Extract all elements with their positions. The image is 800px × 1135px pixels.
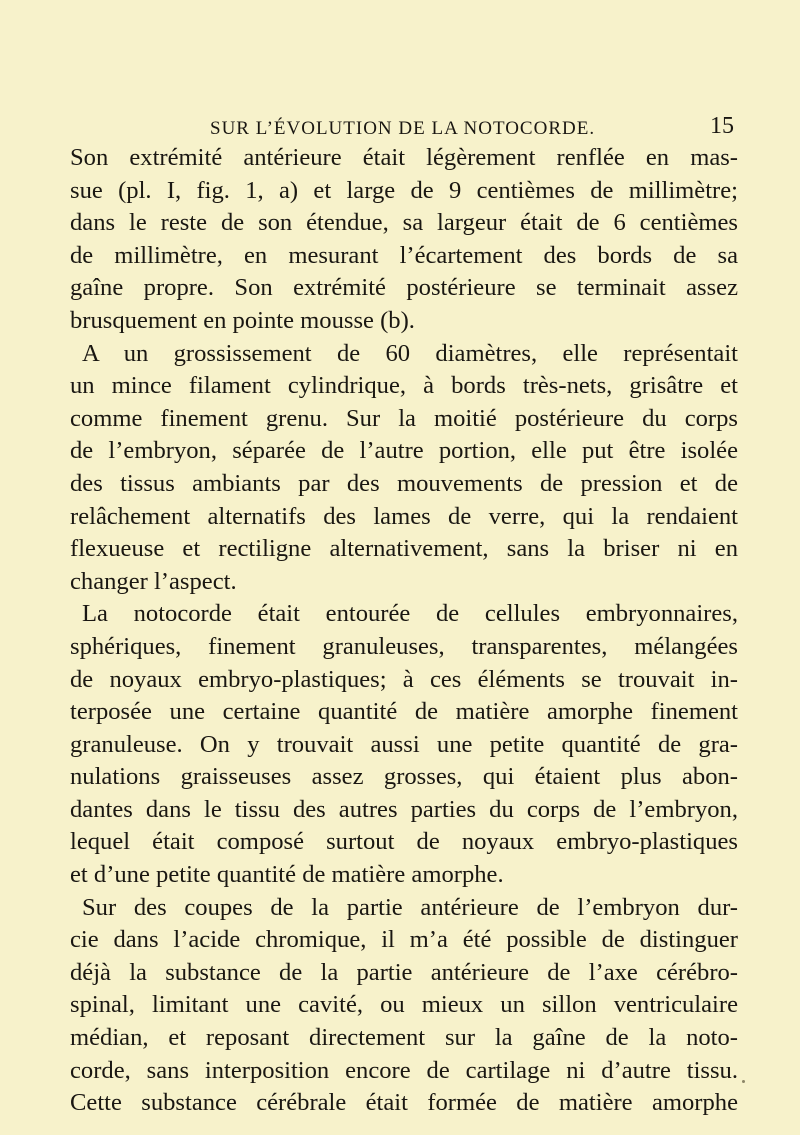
text-line: déjà la substance de la partie antérieure de l’axe cérébro-: [70, 958, 738, 986]
text-line: relâchement alternatifs des lames de verre, qui la rendaient: [70, 502, 738, 530]
text-line: cie dans l’acide chromique, il m’a été possible de distinguer: [70, 926, 738, 954]
text-line: dans le reste de son étendue, sa largeur était de 6 centièmes: [70, 209, 738, 237]
text-line: granuleuse. On y trouvait aussi une petite quantité de gra-: [70, 730, 738, 758]
text-line: de millimètre, en mesurant l’écartement des bords de sa: [70, 241, 738, 269]
paper-speck: [742, 1080, 745, 1083]
text-line: de noyaux embryo-plastiques; à ces éléments se trouvait in-: [70, 665, 738, 693]
text-line: spinal, limitant une cavité, ou mieux un sillon ventriculaire: [70, 991, 738, 1019]
text-line: nulations graisseuses assez grosses, qui étaient plus abon-: [70, 763, 738, 791]
page-number: 15: [710, 113, 734, 139]
text-line: un mince filament cylindrique, à bords très-nets, grisâtre et: [70, 372, 738, 400]
text-line: corde, sans interposition encore de cartilage ni d’autre tissu.: [70, 1056, 738, 1084]
text-line: changer l’aspect.: [70, 567, 237, 595]
text-line: flexueuse et rectiligne alternativement, sans la briser ni en: [70, 535, 738, 563]
text-line: gaîne propre. Son extrémité postérieure se terminait assez: [70, 274, 738, 302]
body-text: [70, 142, 738, 1120]
text-line: lequel était composé surtout de noyaux embryo-plastiques: [70, 828, 738, 856]
text-line: et d’une petite quantité de matière amorphe.: [70, 861, 504, 889]
text-line: brusquement en pointe mousse (b).: [70, 306, 415, 334]
text-line: de l’embryon, séparée de l’autre portion, elle put être isolée: [70, 437, 738, 465]
text-line: comme finement grenu. Sur la moitié postérieure du corps: [70, 404, 738, 432]
text-line: des tissus ambiants par des mouvements de pression et de: [70, 469, 738, 497]
text-line: dantes dans le tissu des autres parties du corps de l’embryon,: [70, 795, 738, 823]
text-line: sue (pl. I, fig. 1, a) et large de 9 centièmes de millimètre;: [70, 176, 738, 204]
text-line: Son extrémité antérieure était légèrement renflée en mas-: [70, 144, 738, 171]
text-line: terposée une certaine quantité de matière amorphe finement: [70, 698, 738, 726]
running-title: SUR L’ÉVOLUTION DE LA NOTOCORDE.: [210, 118, 596, 139]
text-line: La notocorde était entourée de cellules embryonnaires,: [82, 600, 738, 628]
text-line: sphériques, finement granuleuses, transparentes, mélangées: [70, 632, 738, 660]
text-line: Cette substance cérébrale était formée de matière amorphe: [70, 1089, 738, 1117]
text-line: Sur des coupes de la partie antérieure de l’embryon dur-: [82, 893, 738, 921]
text-line: A un grossissement de 60 diamètres, elle représentait: [82, 339, 738, 367]
text-line: médian, et reposant directement sur la gaîne de la noto-: [70, 1024, 738, 1052]
